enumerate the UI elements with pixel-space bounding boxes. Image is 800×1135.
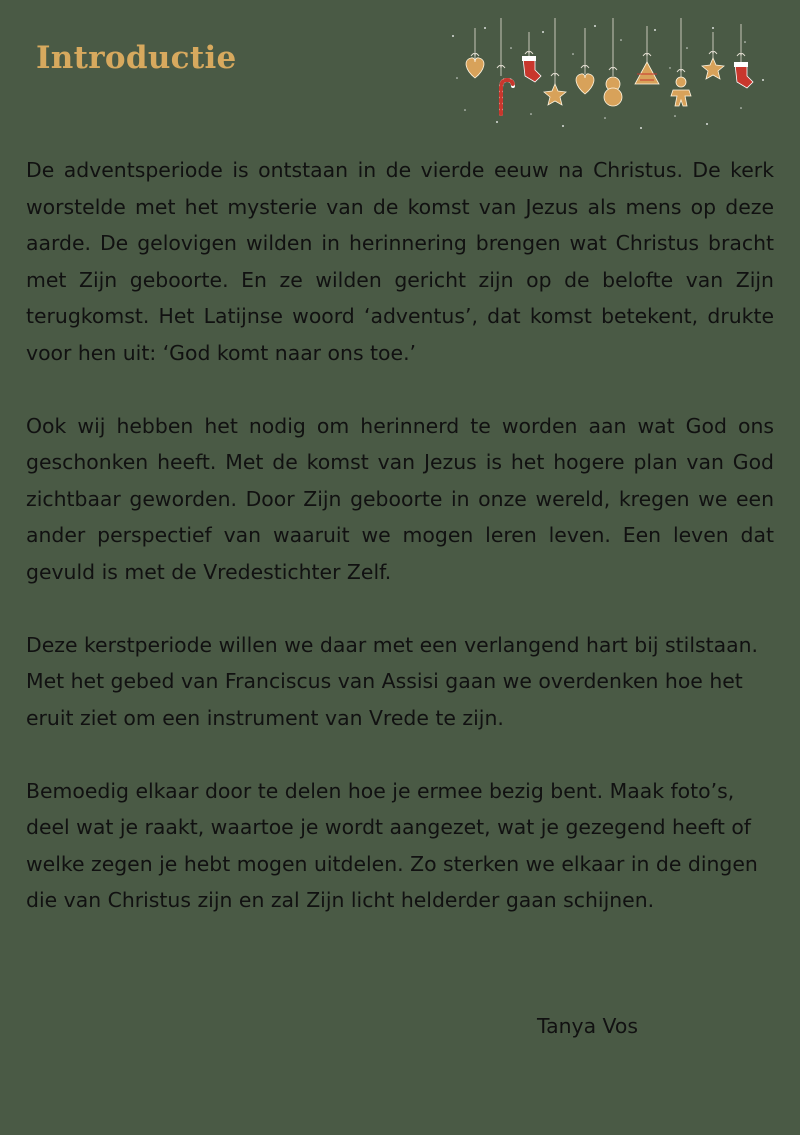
paragraph-1: De adventsperiode is ontstaan in de vierde eeuw na Christus. De kerk worstelde met het mysterie van de komst van Jezus als mens op deze aarde. De gelovigen wilden in herinnering brengen wat Christus bracht met Zijn geboorte. En ze wilden gericht zijn op de belofte van Zijn terugkomst. Het Latijnse woord ‘adventus’, dat komst betekent, drukte voor hen uit: ‘God komt naar ons toe.’ (26, 158, 774, 365)
christmas-ornaments-icon (445, 18, 775, 136)
page-title: Introductie (36, 40, 237, 76)
paragraph-3: Deze kerstperiode willen we daar met een verlangend hart bij stilstaan. Met het gebed van Franciscus van Assisi gaan we overdenken hoe het eruit ziet om een instrument van Vrede te zijn. (26, 632, 759, 730)
intro-body (26, 152, 774, 955)
paragraph-2: Ook wij hebben het nodig om herinnerd te worden aan wat God ons geschonken heeft. Met de komst van Jezus is het hogere plan van God zichtbaar geworden. Door Zijn geboorte in onze wereld, kregen we een ander perspectief van waaruit we mogen leren leven. Een leven dat gevuld is met de Vredestichter Zelf. (26, 413, 774, 584)
author-signature: Tanya Vos (537, 1014, 639, 1038)
paragraph-4: Bemoedig elkaar door te delen hoe je ermee bezig bent. Maak foto’s, deel wat je raakt, waartoe je wordt aangezet, wat je gezegend heeft of welke zegen je hebt mogen uitdelen. Zo sterken we elkaar in de dingen die van Christus zijn en zal Zijn licht helderder gaan schijnen. (26, 778, 758, 912)
